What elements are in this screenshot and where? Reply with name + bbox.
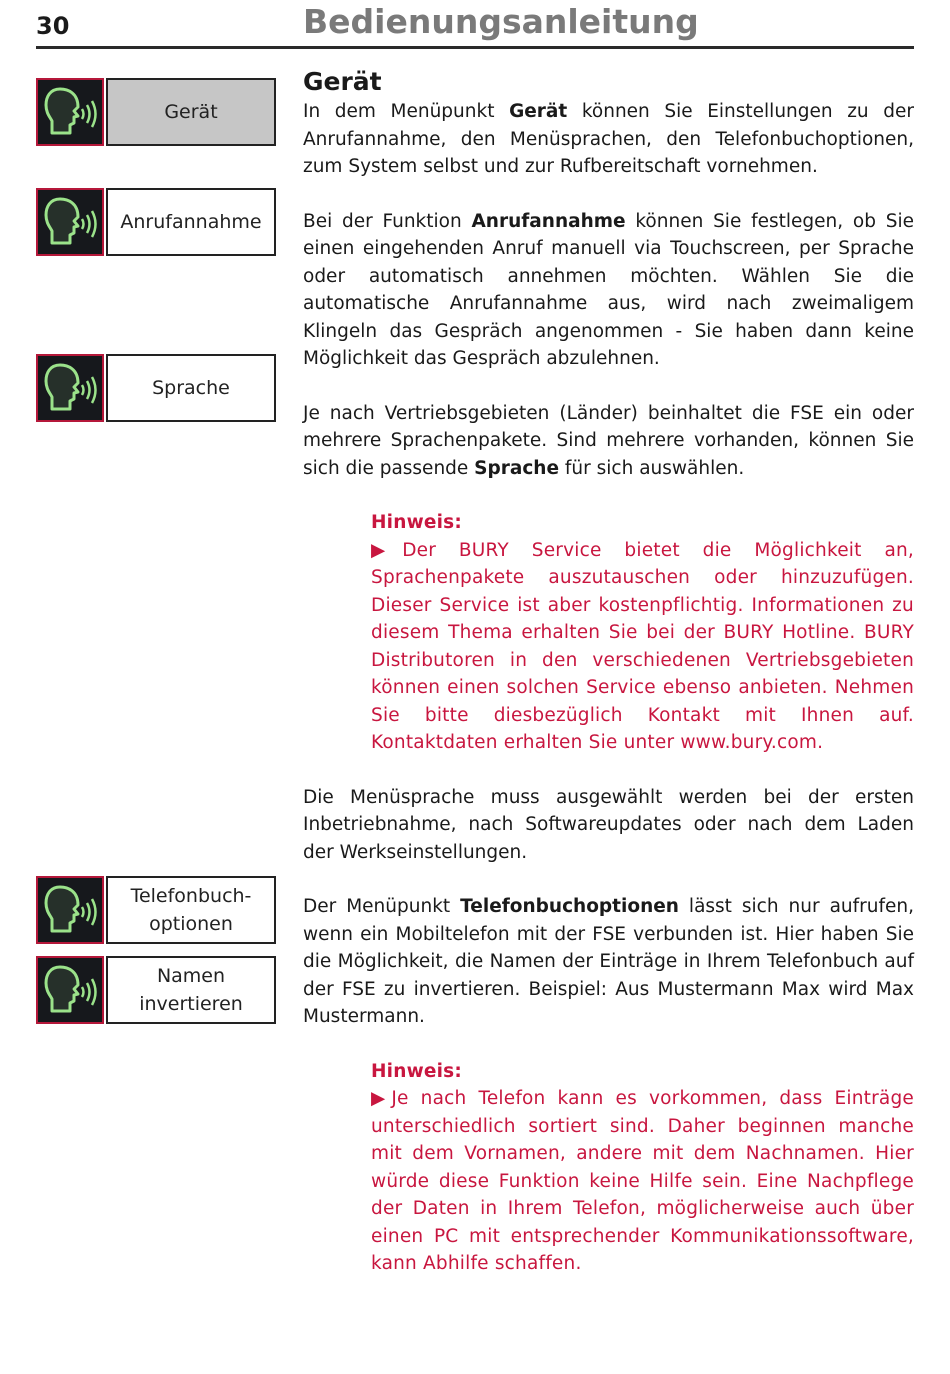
text: Je nach Vertriebsgebieten (Länder) beinhaltet die FSE ein oder mehrere Sprachenpakete. Sind mehrere vorhanden, können Sie sich die passende [303,402,914,479]
menu-item-label: Gerät [106,78,276,146]
menu-item-namen-invertieren[interactable] [36,956,276,1024]
note-title: Hinweis: [371,1060,462,1082]
bold-term: Telefonbuchoptionen [460,896,679,917]
text: lässt sich nur aufrufen, wenn ein Mobiltelefon mit der FSE verbunden ist. Hier haben Sie die Möglichkeit, die Namen der Einträge in Ihrem Telefonbuch auf der FSE zu invertieren. Beispiel: Aus Mustermann Max wird Max Mustermann. [303,896,914,1027]
paragraph-sprache [303,400,914,483]
paragraph-menuesprache: Die Menüsprache muss ausgewählt werden bei der ersten Inbetriebnahme, nach Softwareupdates oder nach dem Laden der Werkseinstellungen. [303,786,914,863]
note-title: Hinweis: [371,512,462,533]
page-title: Bedienungsanleitung [303,2,699,41]
bold-term: Gerät [509,101,568,122]
note-text: ▶Je nach Telefon kann es vorkommen, dass Einträge unterschiedlich sortiert sind. Daher beginnen manche mit dem Vornamen, andere mit dem Nachnamen. Hier würde diese Funktion keine Hilfe sein. Eine Nachpflege der Daten in Ihrem Telefon, möglicherweise auch über einen PC mit entsprechender Kommunikationssoftware, kann Abhilfe schaffen. [371,1088,914,1274]
bold-term: Sprache [474,457,560,479]
speaking-head-icon [36,188,104,256]
note-box [371,509,914,757]
note-box [371,1058,914,1278]
menu-item-geraet[interactable] [36,78,276,146]
section-title: Gerät [303,67,382,96]
menu-item-telefonbuchoptionen[interactable] [36,876,276,944]
text: Der Menüpunkt [303,896,461,917]
text: Bei der Funktion [303,210,472,232]
speaking-head-icon [36,78,104,146]
menu-item-sprache[interactable] [36,354,276,422]
text: für sich auswählen. [559,457,745,479]
paragraph-anrufannahme [303,208,914,373]
menu-item-label: Namen invertieren [106,956,276,1024]
speaking-head-icon [36,876,104,944]
note-text: ▶Der BURY Service bietet die Möglichkeit an, Sprachenpakete auszutauschen oder hinzuzufügen. Dieser Service ist aber kostenpflichtig. Informationen zu diesem Thema erhalten Sie bei der BURY Hotline. BURY Distributoren in den verschiedenen Vertriebsgebieten können einen solchen Service ebenso anbieten. Nehmen Sie bitte diesbezüglich Kontakt mit Ihnen auf. Kontaktdaten erhalten Sie unter www.bury.com. [371,539,914,753]
text: können Sie Einstellungen zu der Anrufannahme, den Menüsprachen, den Telefonbuchoptionen, zum System selbst und zur Rufbereitschaft vornehmen. [303,101,914,177]
page-number: 30 [36,12,70,40]
menu-item-label: Anrufannahme [106,188,276,256]
menu-item-label: Sprache [106,354,276,422]
menu-item-anrufannahme[interactable] [36,188,276,256]
speaking-head-icon [36,354,104,422]
text: können Sie festlegen, ob Sie einen eingehenden Anruf manuell via Touchscreen, per Sprache oder automatisch annehmen möchten. Wählen Sie die automatische Anrufannahme aus, wird nach zweimaligem Klingeln das Gespräch angenommen - Sie haben dann keine Möglichkeit das Gespräch abzulehnen. [303,210,914,369]
text: In dem Menüpunkt [303,101,510,122]
main-content [303,66,914,1278]
menu-item-label: Telefonbuch- optionen [106,876,276,944]
paragraph-geraet [303,98,914,181]
paragraph-telefonbuchoptionen [303,893,914,1031]
header-rule [36,46,914,49]
speaking-head-icon [36,956,104,1024]
bold-term: Anrufannahme [471,210,626,232]
